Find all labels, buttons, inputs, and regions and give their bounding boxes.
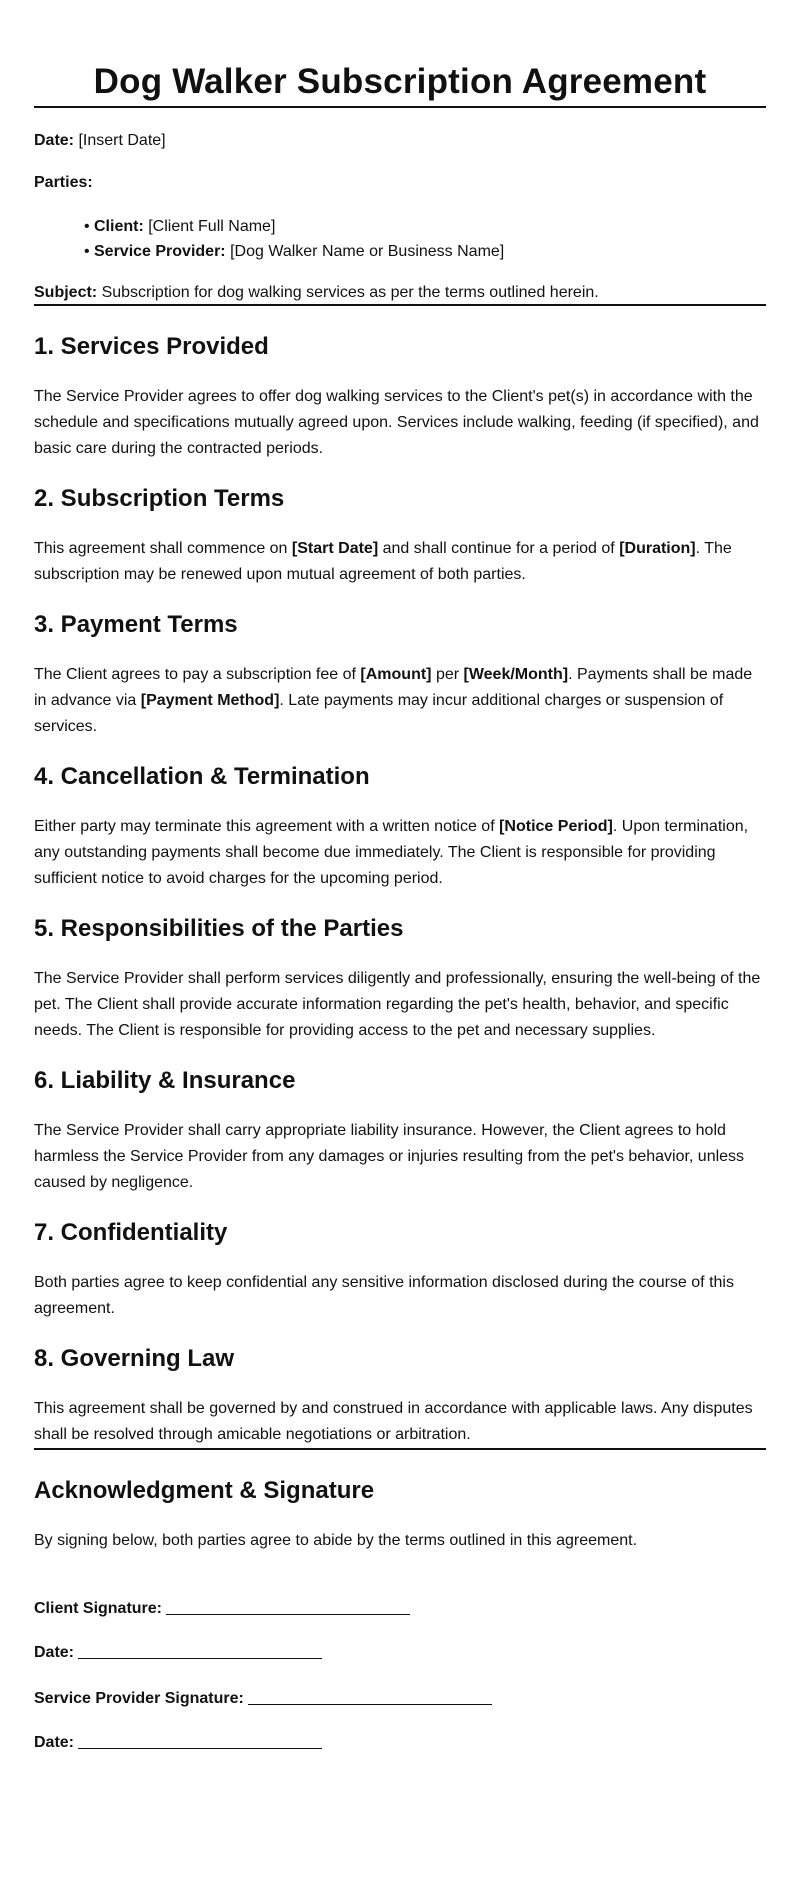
- section-heading: 1. Services Provided: [34, 333, 269, 360]
- section-text-run: The Service Provider shall carry appropriate liability insurance. However, the Client agrees to hold harmless the Service Provider from any damages or injuries resulting from the pet's behavior, unless caused by negligence.: [34, 1122, 745, 1191]
- party-label: Client:: [94, 218, 144, 235]
- bullet-icon: •: [84, 218, 90, 235]
- section-text-run: per: [431, 666, 464, 683]
- section-8: [34, 1344, 766, 1448]
- party-value: [Dog Walker Name or Business Name]: [230, 243, 505, 260]
- placeholder-field: [Start Date]: [291, 540, 379, 557]
- client-date-line: [34, 1640, 766, 1664]
- section-5: [34, 914, 766, 1044]
- party-label: Service Provider:: [94, 243, 226, 260]
- provider-signature-line: [34, 1686, 766, 1710]
- section-text-run: Both parties agree to keep confidential any sensitive information disclosed during the course of this agreement.: [34, 1274, 734, 1317]
- sections-container: [34, 332, 766, 1448]
- date-label: Date:: [34, 132, 75, 149]
- subject-label: Subject:: [34, 284, 98, 301]
- subject-line: [34, 282, 766, 304]
- provider-date-field[interactable]: [78, 1732, 322, 1749]
- section-body: [34, 1270, 766, 1322]
- section-4: [34, 762, 766, 892]
- section-heading: 2. Subscription Terms: [34, 485, 285, 512]
- section-body: [34, 536, 766, 588]
- section-heading: 4. Cancellation & Termination: [34, 763, 370, 790]
- section-heading: 8. Governing Law: [34, 1345, 235, 1372]
- section-body: [34, 814, 766, 892]
- parties-list: [34, 214, 766, 264]
- parties-line: [34, 172, 766, 194]
- party-item-client: [84, 214, 766, 239]
- provider-signature-field[interactable]: [248, 1688, 492, 1705]
- party-item-service-provider: [84, 239, 766, 264]
- document-title: Dog Walker Subscription Agreement: [93, 62, 707, 101]
- section-text-run: This agreement shall commence on: [34, 540, 292, 557]
- section-heading: 5. Responsibilities of the Parties: [34, 915, 404, 942]
- section-text-run: The Service Provider agrees to offer dog walking services to the Client's pet(s) in accordance with the schedule and specifications mutually agreed upon. Services include walking, feeding (if specified), and basic care during the contracted periods.: [34, 388, 759, 457]
- section-body: [34, 1396, 766, 1448]
- section-body: [34, 1118, 766, 1196]
- bullet-icon: •: [84, 243, 90, 260]
- section-text-run: . Upon termination, any outstanding payments shall become due immediately. The Client is responsible for providing sufficient notice to avoid charges for the upcoming period.: [34, 818, 749, 887]
- acknowledgment-text: By signing below, both parties agree to abide by the terms outlined in this agreement.: [34, 1532, 638, 1549]
- section-heading: 6. Liability & Insurance: [34, 1067, 296, 1094]
- section-text-run: The Service Provider shall perform services diligently and professionally, ensuring the well-being of the pet. The Client shall provide accurate information regarding the pet's health, behavior, and specific needs. The Client is responsible for providing access to the pet and necessary supplies.: [34, 970, 761, 1039]
- party-value: [Client Full Name]: [148, 218, 276, 235]
- section-text-run: . The subscription may be renewed upon mutual agreement of both parties.: [34, 540, 732, 583]
- signature-label: Date:: [34, 1734, 75, 1751]
- signature-label: Client Signature:: [34, 1600, 163, 1617]
- section-3: [34, 610, 766, 740]
- section-text-run: and shall continue for a period of: [378, 540, 620, 557]
- section-text-run: . Payments shall be made in advance via: [34, 666, 753, 709]
- client-signature-field[interactable]: [166, 1598, 410, 1615]
- section-heading: 3. Payment Terms: [34, 611, 238, 638]
- section-body: [34, 662, 766, 740]
- section-text-run: This agreement shall be governed by and construed in accordance with applicable laws. Any disputes shall be resolved through amicable negotiations or arbitration.: [34, 1400, 753, 1443]
- section-text-run: . Late payments may incur additional charges or suspension of services.: [34, 692, 724, 735]
- section-6: [34, 1066, 766, 1196]
- section-2: [34, 484, 766, 588]
- header-divider: [34, 304, 766, 306]
- section-body: [34, 966, 766, 1044]
- placeholder-field: [Notice Period]: [499, 818, 613, 835]
- client-date-field[interactable]: [78, 1642, 322, 1659]
- sections-divider: [34, 1448, 766, 1450]
- section-7: [34, 1218, 766, 1322]
- date-value: [Insert Date]: [78, 132, 166, 149]
- placeholder-field: [Payment Method]: [140, 692, 280, 709]
- section-text-run: Either party may terminate this agreement with a written notice of: [34, 818, 500, 835]
- provider-date-line: [34, 1730, 766, 1754]
- parties-label: Parties:: [34, 174, 93, 191]
- section-body: [34, 384, 766, 462]
- subject-value: Subscription for dog walking services as per the terms outlined herein.: [101, 284, 599, 301]
- section-1: [34, 332, 766, 462]
- acknowledgment-heading: Acknowledgment & Signature: [34, 1477, 375, 1504]
- placeholder-field: [Amount]: [360, 666, 432, 683]
- section-heading: 7. Confidentiality: [34, 1219, 228, 1246]
- client-signature-line: [34, 1596, 766, 1620]
- title-divider: [34, 106, 766, 108]
- placeholder-field: [Duration]: [619, 540, 696, 557]
- placeholder-field: [Week/Month]: [463, 666, 569, 683]
- signature-label: Date:: [34, 1644, 75, 1661]
- section-text-run: The Client agrees to pay a subscription fee of: [34, 666, 361, 683]
- date-line: [34, 130, 766, 152]
- signature-label: Service Provider Signature:: [34, 1690, 244, 1707]
